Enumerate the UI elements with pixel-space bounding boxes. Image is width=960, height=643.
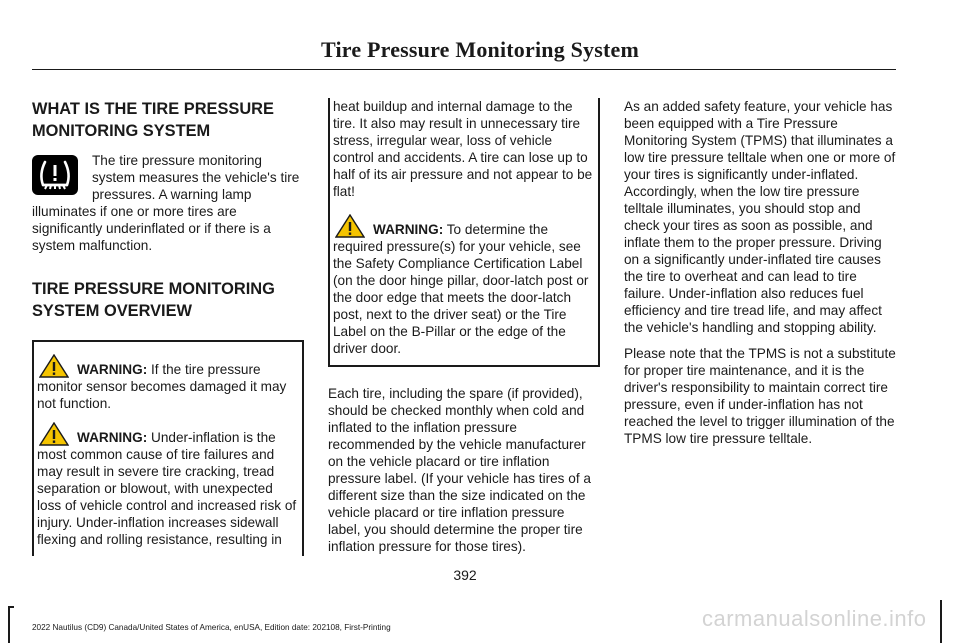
warning-label: WARNING:	[77, 430, 148, 445]
warning-text: If the tire pressure monitor sensor becomes damaged it may not function.	[37, 362, 287, 411]
warning-text: Under-inflation is the most common cause of tire failures and may result in severe tire cracking, tread separation or blowout, with unexpected loss of vehicle control and increased risk of injury. Under-inflation increases sidewall flexing and rolling resistance, resulting in	[37, 430, 297, 547]
monthly-check-paragraph: Each tire, including the spare (if provided), should be checked monthly when cold and inflated to the inflation pressure recommended by the vehicle manufacturer on the vehicle placard or tire inflation pressure label. (If your vehicle has tires of a different size than the size indicated on the vehicle placard or tire inflation pressure label, you should determine the proper tire inflation pressure for those tires).	[328, 386, 591, 554]
crop-mark-left-tick	[8, 606, 14, 608]
page-title: Tire Pressure Monitoring System	[320, 37, 640, 62]
warning-text: To determine the required pressure(s) for your vehicle, see the Safety Compliance Certification Label (on the door hinge pillar, door-latch post or the door edge that meets the door-latch post, next to the driver seat) or the Tire Label on the B-Pillar or the edge of the driver door.	[333, 222, 589, 356]
warning-triangle-icon	[39, 354, 69, 378]
warning-triangle-icon	[39, 422, 69, 446]
section-heading-tpms-overview: TIRE PRESSURE MONITORING SYSTEM OVERVIEW	[32, 280, 275, 320]
warning-required-pressure	[333, 214, 595, 357]
warning-sensor-damage	[37, 354, 299, 412]
tpms-safety-feature-paragraph: As an added safety feature, your vehicle has been equipped with a Tire Pressure Monitoring System (TPMS) that illuminates a low tire pressure telltale when one or more of your tires is significantly under-inflated. Accordingly, when the low tire pressure telltale illuminates, you should stop and check your tires as soon as possible, and inflate them to the proper pressure. Driving on a significantly under-inflated tire causes the tire to overheat and can lead to tire failure. Under-inflation also reduces fuel efficiency and tire tread life, and may affect the vehicle's handling and stopping ability.	[624, 99, 896, 335]
intro-paragraph: The tire pressure monitoring system measures the vehicle's tire pressures. A warning lamp illuminates if one or more tires are significantly underinflated or if there is a system malfunction.	[32, 153, 300, 253]
page-number: 392	[453, 567, 477, 583]
crop-mark-left	[8, 606, 10, 643]
warning-label: WARNING:	[373, 222, 444, 237]
warning-triangle-icon	[335, 214, 365, 238]
tpms-not-substitute-paragraph: Please note that the TPMS is not a substitute for proper tire maintenance, and it is the driver's responsibility to maintain correct tire pressure, even if under-inflation has not reached the level to trigger illumination of the TPMS low tire pressure telltale.	[624, 346, 896, 446]
warning-box-continued	[328, 98, 600, 367]
section-heading-what-is-tpms: WHAT IS THE TIRE PRESSURE MONITORING SYSTEM	[32, 100, 274, 140]
warning-under-inflation	[37, 422, 299, 548]
intro-block	[32, 152, 304, 254]
column-1	[32, 98, 304, 556]
header-rule	[32, 69, 896, 70]
tire-pressure-warning-icon	[32, 155, 78, 195]
warning-continued-text: heat buildup and internal damage to the tire. It also may result in unnecessary tire stress, irregular wear, loss of vehicle control and accidents. A tire can lose up to half of its air pressure and not appear to be flat!	[333, 99, 593, 199]
warning-box	[32, 340, 304, 556]
edition-footer: 2022 Nautilus (CD9) Canada/United States of America, enUSA, Edition date: 202108, First-Printing	[32, 623, 391, 632]
watermark-logo: carmanualsonline.info	[702, 606, 927, 631]
column-2	[328, 98, 600, 555]
warning-label: WARNING:	[77, 362, 148, 377]
column-3	[624, 98, 896, 447]
